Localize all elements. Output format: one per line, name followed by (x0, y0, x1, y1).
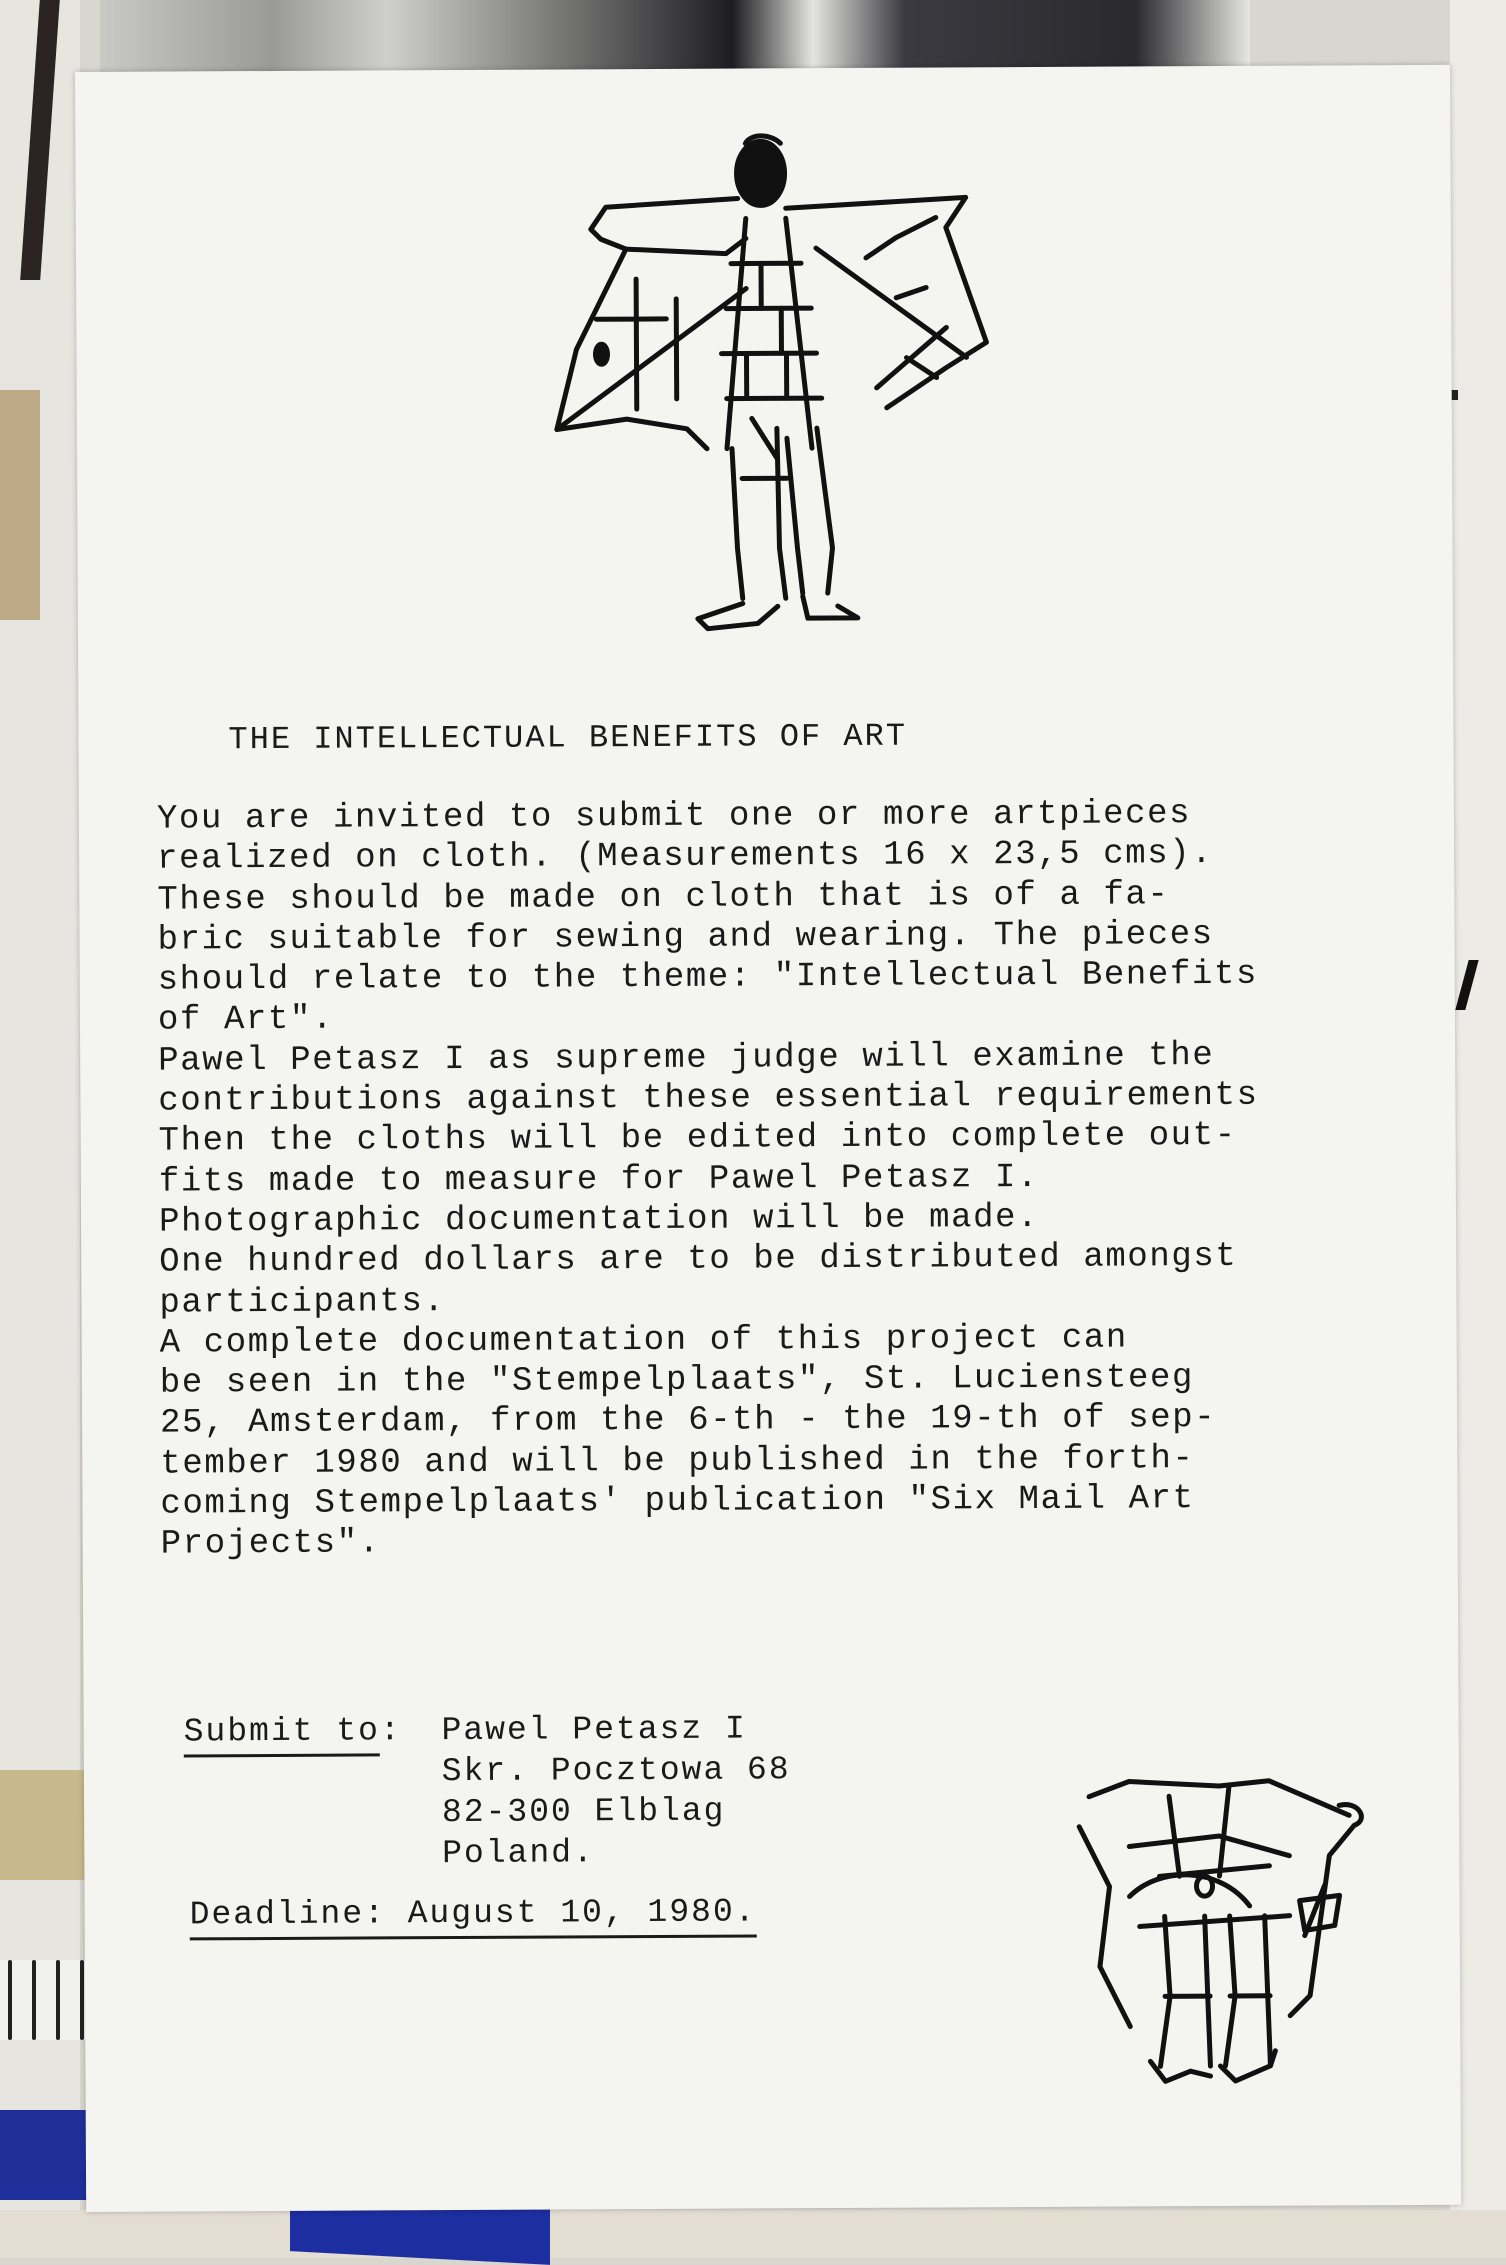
body-line: Projects". (160, 1524, 381, 1564)
body-line: of Art". (157, 1001, 335, 1041)
body-line: These should be made on cloth that is of a fa- (157, 875, 1170, 920)
body-line: tember 1980 and will be published in the forth- (160, 1439, 1195, 1484)
background-bottom-surface (0, 2210, 1506, 2258)
submit-to-block (184, 1708, 792, 1875)
body-line: coming Stempelplaats' publication "Six Mail Art (160, 1480, 1195, 1524)
figure-with-cloak-illustration-icon (545, 127, 1008, 649)
submit-to-colon: : (379, 1712, 402, 1750)
body-line: Photographic documentation will be made. (158, 1198, 1040, 1242)
address-line: Pawel Petasz I (441, 1710, 747, 1750)
body-line: bric suitable for sewing and wearing. The pieces (157, 915, 1214, 960)
body-line: A complete documentation of this project can (159, 1319, 1128, 1363)
flyer-title: THE INTELLECTUAL BENEFITS OF ART (228, 717, 908, 759)
deadline: Deadline: August 10, 1980. (190, 1893, 757, 1940)
body-line: be seen in the "Stempelplaats", St. Luciensteeg (159, 1359, 1195, 1403)
body-line: 25, Amsterdam, from the 6-th - the 19-th of sep- (159, 1399, 1217, 1444)
body-line: contributions against these essential requirements (158, 1076, 1259, 1121)
body-line: Pawel Petasz I as supreme judge will examine the (158, 1036, 1215, 1081)
flyer-body (157, 793, 1411, 1565)
body-line: You are invited to submit one or more artpieces (156, 795, 1192, 839)
submit-to-label: Submit to (184, 1710, 380, 1757)
address-line: 82-300 Elblag (441, 1792, 726, 1832)
background-sheet-left (0, 0, 80, 2258)
figure-wrapped-cloth-illustration-icon (1069, 1765, 1381, 2097)
address-line: Skr. Pocztowa 68 (441, 1751, 791, 1791)
background-tan-paper (0, 390, 40, 620)
background-photo-strip (100, 0, 1250, 72)
body-line: should relate to the theme: "Intellectual Benefits (157, 956, 1259, 1000)
body-line: Then the cloths will be edited into complete out- (158, 1117, 1237, 1161)
body-line: realized on cloth. (Measurements 16 x 23,5 cms). (157, 835, 1214, 879)
address-line: Poland. (442, 1834, 595, 1873)
body-line: participants. (159, 1282, 446, 1323)
body-line: fits made to measure for Pawel Petasz I. (158, 1158, 1040, 1202)
body-line: One hundred dollars are to be distributed amongst (159, 1238, 1238, 1282)
mailing-address (441, 1708, 791, 1874)
mail-art-flyer (75, 65, 1461, 2212)
